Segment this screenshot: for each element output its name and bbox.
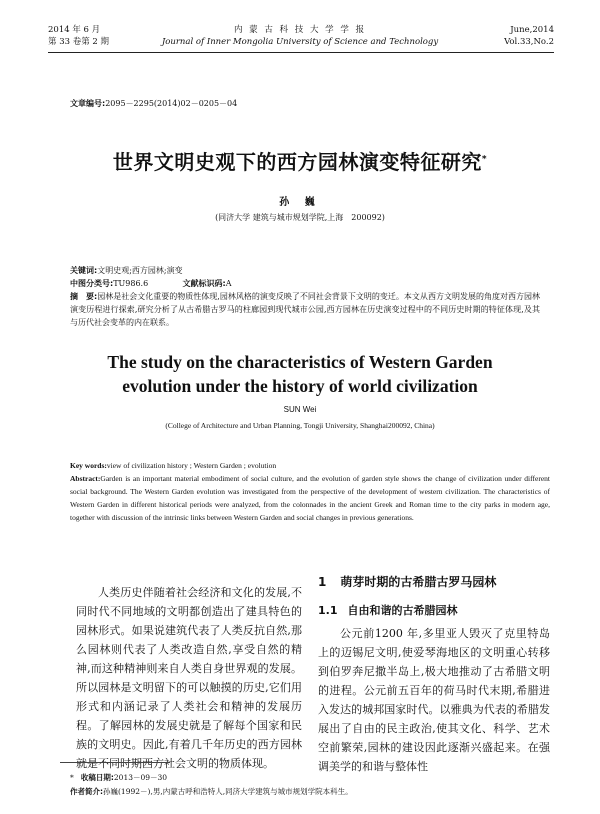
keywords-en-value: view of civilization history ; Western Garden ; evolution xyxy=(106,461,277,470)
doc-code-label: 文献标识码: xyxy=(182,279,226,288)
intro-paragraph: 人类历史伴随着社会经济和文化的发展,不同时代不同地域的文明都创造出了建具特色的园林形式。如果说建筑代表了人类反抗自然,那么园林则代表了人类改造自然,享受自然的精神,而这种精神则来自人类自身世界观的发展。所以园林是文明留下的可以触摸的历史,它们用形式和内涵记录了人类社会和精神的发展历程。了解园林的发展史就是了解每个国家和民族的文明史。因此,有着几千年历史的西方园林就是不同时期西方社会文明的物质体现。 xyxy=(76,586,302,770)
title-footnote-mark: * xyxy=(481,154,488,165)
keywords-cn-label: 关键词: xyxy=(70,266,98,275)
keywords-en-label: Key words: xyxy=(70,461,107,470)
header-rule xyxy=(48,52,554,53)
title-en-line1: The study on the characteristics of Western Garden xyxy=(107,352,493,372)
classification-row xyxy=(70,277,540,290)
section-1-1-heading xyxy=(318,602,550,618)
article-number xyxy=(70,98,237,109)
author-en: SUN Wei xyxy=(283,405,317,414)
title-cn xyxy=(0,146,600,175)
article-number-value: 2095－2295(2014)02－0205－04 xyxy=(105,99,238,108)
footnote-author xyxy=(70,786,353,797)
title-cn-text: 世界文明史观下的西方园林演变特征研究 xyxy=(112,150,482,174)
author-bio-value: 孙巍(1992－),男,内蒙古呼和浩特人,同济大学建筑与城市规划学院本科生。 xyxy=(103,787,353,796)
keywords-cn-value: 文明史观;西方园林;演变 xyxy=(97,266,183,275)
section-1-number: 1 xyxy=(318,575,327,589)
section-1-1-text: 公元前1200 年,多里亚人毁灭了克里特岛上的迈锡尼文明,使爱琴海地区的文明重心转移到伯罗奔尼撒半岛上,极大地推动了古希腊文明的进程。公元前五百年的荷马时代末期,希腊进入发达的城邦国家时代。以雅典为代表的希腊发展出了自由的民主政治,使其文化、科学、艺术空前繁荣,园林的建设因此逐渐兴盛起来。在强调美学的和谐与整体性 xyxy=(318,627,550,773)
title-en-line2: evolution under the history of world civilization xyxy=(122,376,478,396)
section-1-1-title: 自由和谐的古希腊园林 xyxy=(347,604,458,617)
journal-name-cn: 内 蒙 古 科 技 大 学 学 报 xyxy=(233,25,367,35)
title-en xyxy=(0,350,600,398)
abstract-en xyxy=(70,472,550,524)
volume-issue-cn: 第 33 卷第 2 期 xyxy=(48,37,110,47)
author-cn: 孙 巍 xyxy=(279,197,321,208)
keywords-en xyxy=(70,459,550,472)
journal-name-en: Journal of Inner Mongolia University of Science and Technology xyxy=(161,37,439,47)
section-1-heading xyxy=(318,573,550,590)
article-number-label: 文章编号: xyxy=(70,99,106,108)
footnote-rule xyxy=(60,762,170,763)
clc-value: TU986.6 xyxy=(113,279,149,288)
issue-date: 2014 年 6 月 xyxy=(48,25,101,35)
section-1-1-number: 1.1 xyxy=(318,604,338,617)
footnote-received xyxy=(70,772,167,783)
affiliation-en: (College of Architecture and Urban Planning, Tongji University, Shanghai200092, China) xyxy=(165,421,435,430)
keywords-cn xyxy=(70,264,540,277)
footnote-mark: * xyxy=(70,773,74,782)
abstract-cn-text: 园林是社会文化重要的物质性体现,园林风格的演变反映了不同社会背景下文明的变迁。本文从西方文明发展的角度对西方园林演变历程进行探索,研究分析了从古希腊古罗马的柱廊园到现代城市公园,西方园林在历史演变过程中的不同历史时期的特征体现,及其与历代社会变革的内在联系。 xyxy=(70,292,540,327)
abstract-cn-label: 摘 要: xyxy=(70,292,98,301)
received-value: 2013－09－30 xyxy=(113,773,168,782)
body-right-column xyxy=(318,573,550,776)
received-label: 收稿日期: xyxy=(80,773,114,782)
metadata-en xyxy=(70,459,550,524)
doc-code-value: A xyxy=(225,279,232,288)
volume-issue-en: Vol.33,No.2 xyxy=(504,37,554,47)
affiliation-cn: (同济大学 建筑与城市规划学院,上海 200092) xyxy=(215,213,385,222)
abstract-cn xyxy=(70,290,540,329)
header-right xyxy=(504,24,554,48)
metadata-cn xyxy=(70,264,540,329)
clc-label: 中图分类号: xyxy=(70,279,114,288)
abstract-en-label: Abstract: xyxy=(70,474,101,483)
section-1-title: 萌芽时期的古希腊古罗马园林 xyxy=(340,575,497,589)
author-bio-label: 作者简介: xyxy=(70,787,103,796)
issue-date-en: June,2014 xyxy=(510,25,554,35)
abstract-en-text: Garden is an important material embodiment of social culture, and the evolution of garden style shows the change of civilization under different social background. The Western Garden evolution was investigated from the perspective of the development of western civilization. The characteristics of Western Garden in different historical periods were analyzed, from the colonnades in the ancient Greek and Roman time to the city parks in modern age, together with discussion of the intrinsic links between Western Garden and social changes in previous generations. xyxy=(70,474,550,522)
